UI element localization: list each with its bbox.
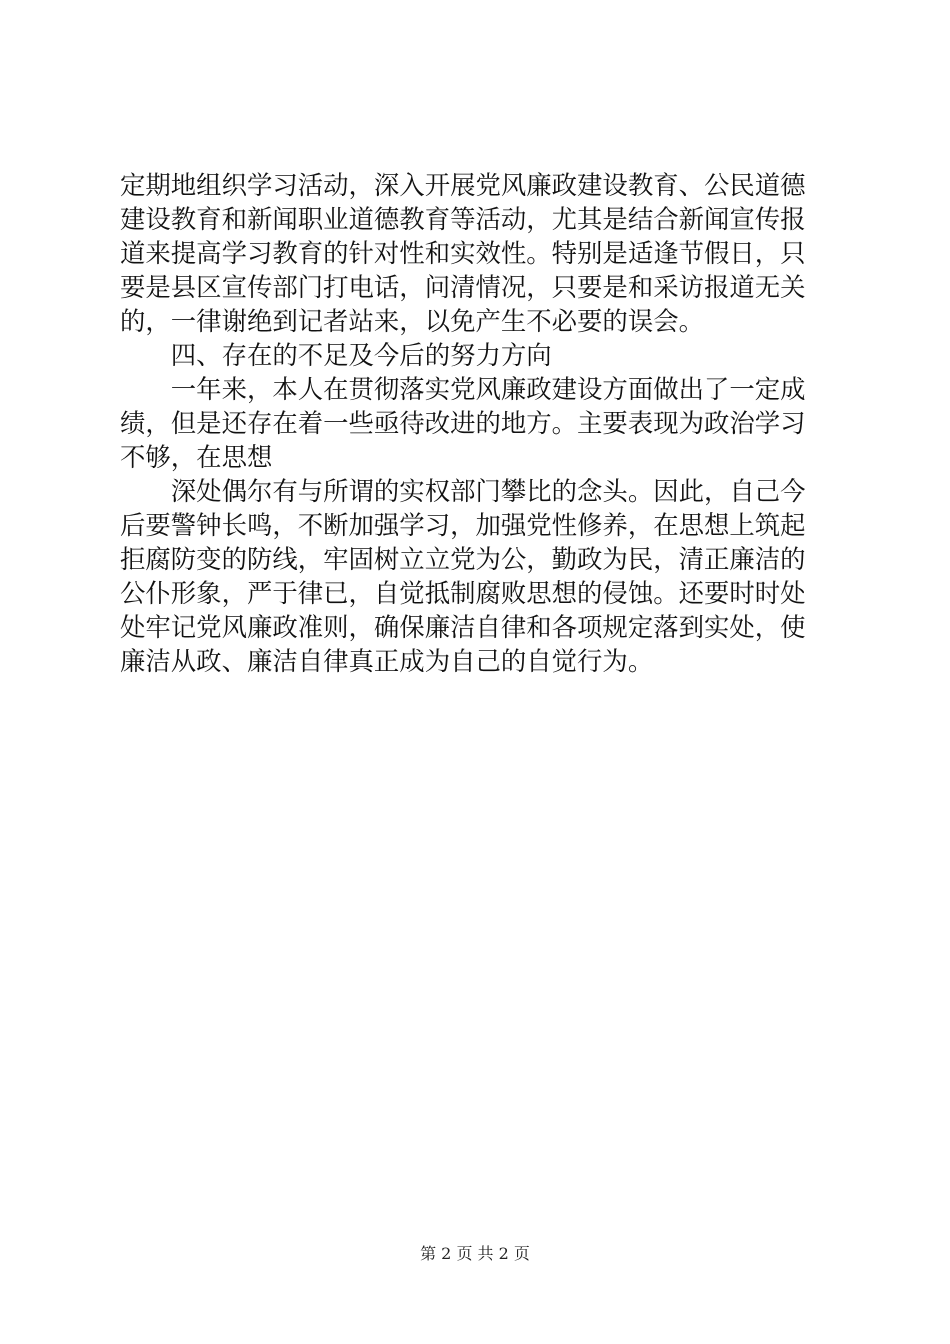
text-line: 廉洁从政、廉洁自律真正成为自己的自觉行为。 [120,646,654,676]
document-body [120,168,832,678]
text-line: 深处偶尔有与所谓的实权部门攀比的念头。因此，自己今 [120,476,806,506]
section-heading: 四、存在的不足及今后的努力方向 [120,340,552,370]
text-line: 处牢记党风廉政准则，确保廉洁自律和各项规定落到实处，使 [120,612,806,642]
text-line: 公仆形象，严于律已，自觉抵制腐败思想的侵蚀。还要时时处 [120,578,806,608]
text-line: 要是县区宣传部门打电话，问清情况，只要是和采访报道无关 [120,272,806,302]
text-line: 一年来，本人在贯彻落实党风廉政建设方面做出了一定成 [120,374,806,404]
text-line: 的，一律谢绝到记者站来，以免产生不必要的误会。 [120,306,704,336]
text-line: 后要警钟长鸣，不断加强学习，加强党性修养，在思想上筑起 [120,510,806,540]
text-line: 拒腐防变的防线，牢固树立立党为公，勤政为民，清正廉洁的 [120,544,806,574]
text-line: 不够，在思想 [120,442,273,472]
text-line: 建设教育和新闻职业道德教育等活动，尤其是结合新闻宣传报 [120,204,806,234]
page-footer: 第 2 页 共 2 页 [420,1244,530,1263]
text-line: 定期地组织学习活动，深入开展党风廉政建设教育、公民道德 [120,170,806,200]
text-line: 绩，但是还存在着一些亟待改进的地方。主要表现为政治学习 [120,408,806,438]
text-line: 道来提高学习教育的针对性和实效性。特别是适逢节假日，只 [120,238,806,268]
